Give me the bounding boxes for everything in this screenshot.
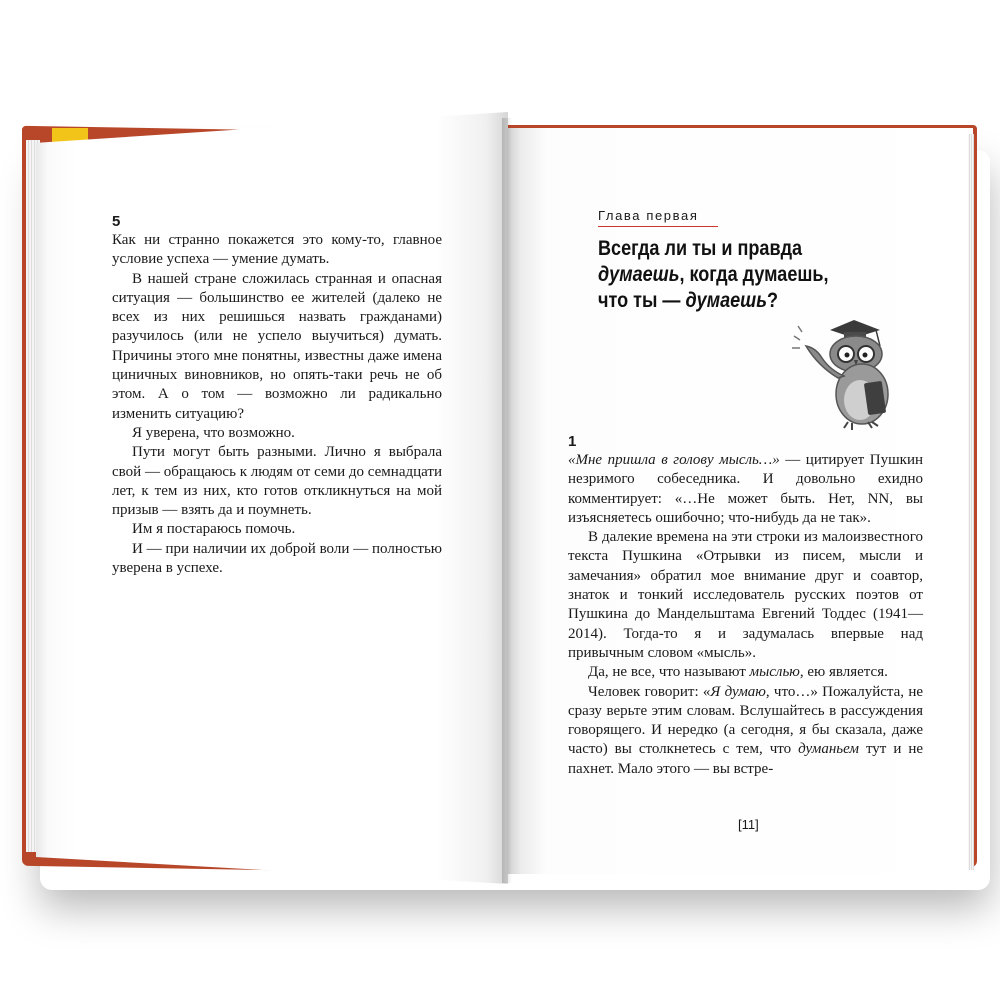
word-emphasis: мыслью	[749, 664, 800, 681]
paragraph-text: — цитирует Пушкин незримого собеседника. И довольно ехидно комментирует: «…Не может быть. Нет, NN, вы изъясняетесь ошибочно; что-нибудь да не так».	[568, 452, 923, 526]
heading-part: , когда думаешь, что ты —	[598, 263, 829, 312]
left-page-text	[112, 212, 442, 578]
section-number: 5	[112, 213, 121, 230]
word-emphasis: Я думаю	[710, 683, 766, 700]
paragraph-text: Человек говорит: «	[588, 683, 711, 700]
paragraph	[568, 663, 923, 682]
paragraph-text: Да, не все, что называют	[588, 664, 750, 681]
page-edges-right	[968, 134, 974, 870]
page-number: [11]	[738, 817, 759, 832]
chapter-heading	[598, 236, 856, 314]
word-emphasis: думаньем	[798, 741, 859, 758]
paragraph-text: , что…» Пожалуйста, не сразу верьте этим словам. Вслушайтесь в рассуждения говорящего. И нередко (а сегодня, я бы сказала, даже часто) вы столкнетесь с тем, что	[568, 683, 924, 758]
chapter-label: Глава первая	[598, 208, 718, 227]
paragraph-text: тут и не пахнет. Мало этого — вы встре-	[568, 741, 924, 777]
owl-professor-icon	[788, 312, 918, 440]
paragraph: В далекие времена на эти строки из малоизвестного текста Пушкина «Отрывки из писем, мысли и замечания» обратил мое внимание друг и соавтор, знаток и тонкий исследователь русских поэтов от Пушкина до Мандельштама Евгений Тоддес (1941—2014). Тогда-то я и задумалась впервые над привычным словом «мысль».	[568, 529, 923, 661]
paragraph: Как ни странно покажется это кому-то, главное условие успеха — умение думать.	[112, 232, 442, 268]
heading-part: ?	[766, 289, 778, 312]
paragraph: Им я постараюсь помочь.	[132, 521, 296, 538]
paragraph: И — при наличии их доброй воли — полностью уверена в успехе.	[112, 540, 442, 577]
paragraph: Я уверена, что возможно.	[132, 424, 295, 441]
paragraph	[568, 683, 923, 779]
book-spine-gutter	[502, 118, 512, 883]
heading-part: Всегда ли ты и правда	[598, 237, 803, 260]
quote-emphasis: «Мне пришла в голову мысль…»	[568, 452, 780, 468]
right-page-text	[568, 432, 923, 779]
paragraph-text: , ею является.	[799, 664, 888, 681]
heading-emphasis: думаешь	[685, 289, 767, 312]
paragraph	[568, 451, 923, 528]
section-number: 1	[568, 433, 577, 450]
paragraph: В нашей стране сложилась странная и опасная ситуация — большинство ее жителей (далеко не всех из них решишься назвать гражданами) разучилось (или не успело выучиться) думать. Причины этого мне понятны, известны даже имена циничных виновников, но опять-таки речь не об этом. А о том — возможно ли радикально изменить ситуацию?	[112, 270, 442, 422]
paragraph: Пути могут быть разными. Лично я выбрала свой — обращаюсь к людям от семи до семнадцати лет, к тем из них, кто готов откликнуться на мой призыв — взять да и поумнеть.	[112, 444, 442, 519]
heading-emphasis: думаешь	[598, 263, 680, 286]
